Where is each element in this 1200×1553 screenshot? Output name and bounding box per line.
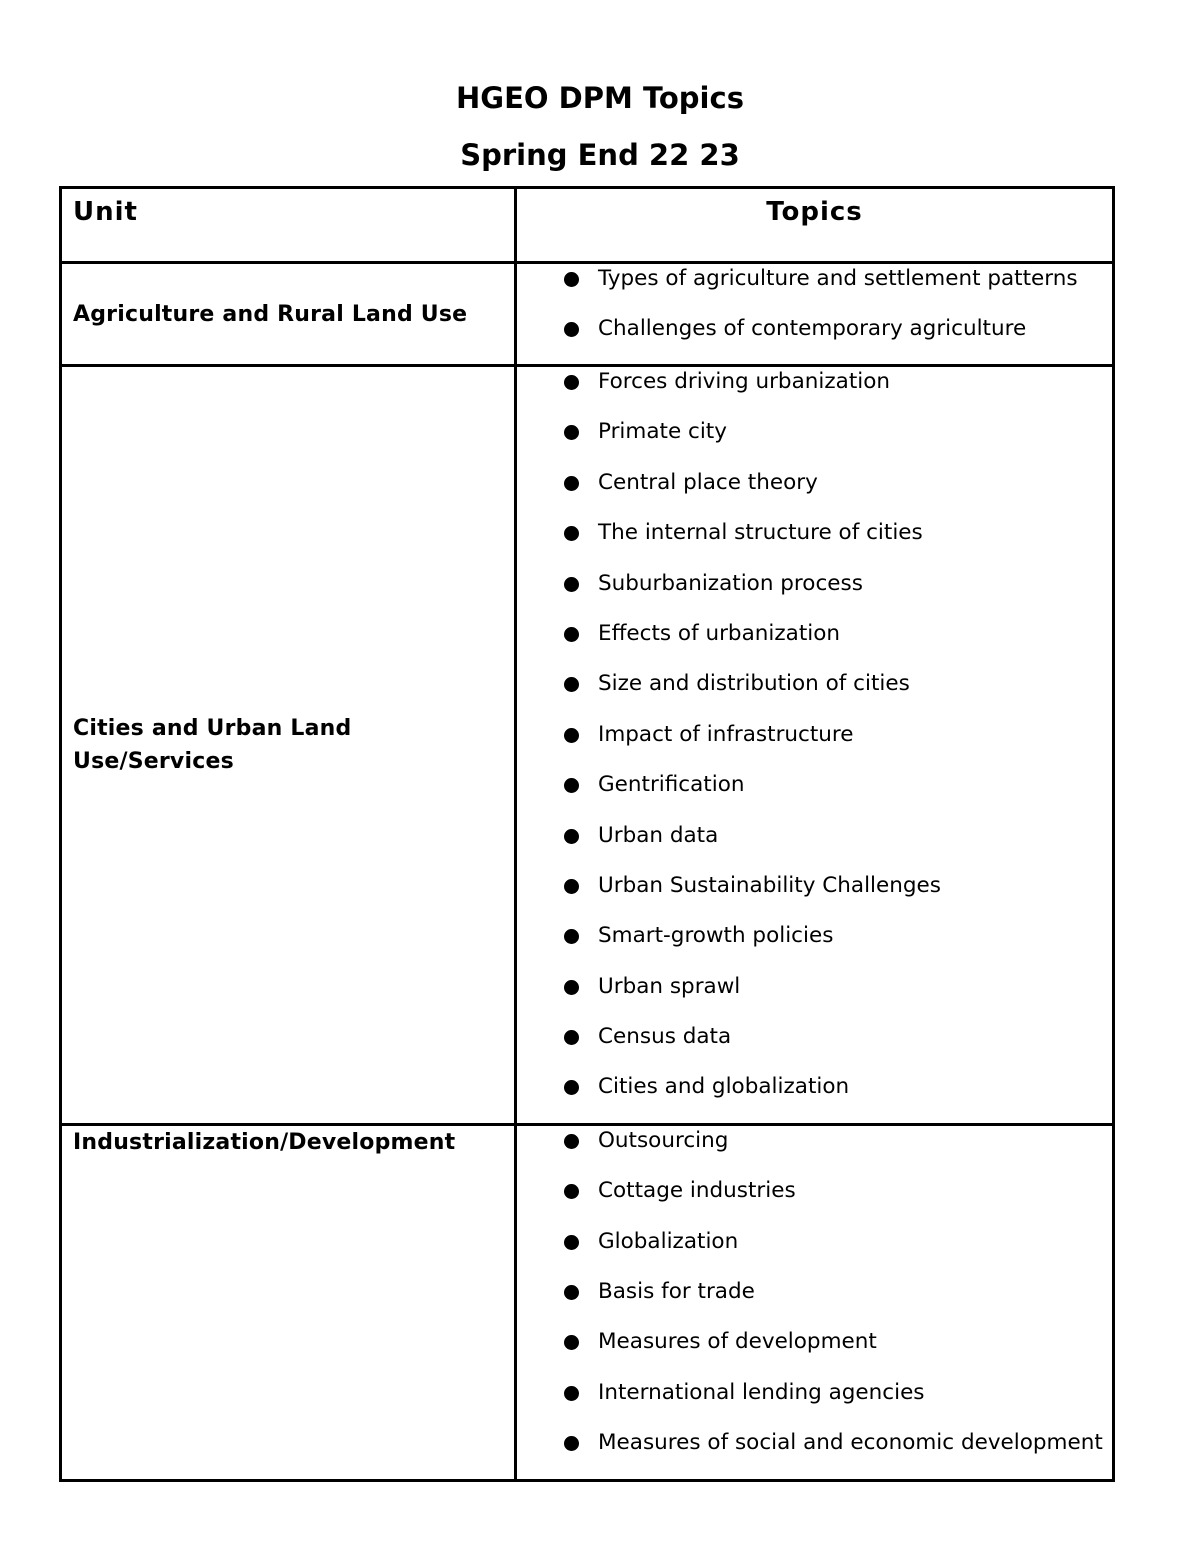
- bullet-icon: [564, 728, 579, 743]
- bullet-icon: [564, 526, 579, 541]
- list-item: [517, 1126, 1112, 1176]
- topics-table: [59, 186, 1115, 1482]
- topics-column-header: Topics: [516, 188, 1114, 263]
- list-item: [517, 821, 1112, 871]
- bullet-icon: [564, 1030, 579, 1045]
- table-row: [61, 263, 1114, 366]
- topic-text: Central place theory: [598, 469, 818, 495]
- topic-text: Urban Sustainability Challenges: [598, 872, 941, 898]
- topic-text: Globalization: [598, 1228, 739, 1254]
- topic-text: Types of agriculture and settlement patterns: [598, 266, 1078, 291]
- topic-text: International lending agencies: [598, 1379, 925, 1405]
- topics-cell: [516, 263, 1114, 366]
- bullet-icon: [564, 778, 579, 793]
- bullet-icon: [564, 272, 579, 287]
- list-item: [517, 417, 1112, 467]
- topic-text: Impact of infrastructure: [598, 721, 854, 747]
- bullet-icon: [564, 1080, 579, 1095]
- list-item: [517, 1277, 1112, 1327]
- bullet-icon: [564, 677, 579, 692]
- bullet-icon: [564, 375, 579, 390]
- topic-text: Effects of urbanization: [598, 620, 841, 646]
- bullet-icon: [564, 577, 579, 592]
- bullet-icon: [564, 1335, 579, 1350]
- topic-text: Cottage industries: [598, 1178, 796, 1204]
- bullet-icon: [564, 1285, 579, 1300]
- topic-text: Suburbanization process: [598, 570, 863, 596]
- topic-text: Primate city: [598, 419, 727, 445]
- list-item: [517, 1072, 1112, 1122]
- list-item: [517, 1022, 1112, 1072]
- topic-text: Measures of social and economic development: [598, 1430, 1103, 1456]
- table-header-row: [61, 188, 1114, 263]
- list-item: [517, 569, 1112, 619]
- topic-text: Size and distribution of cities: [598, 671, 910, 697]
- list-item: [517, 314, 1112, 364]
- unit-text-line-1: Cities and Urban Land: [73, 715, 352, 741]
- list-item: [517, 720, 1112, 770]
- bullet-icon: [564, 829, 579, 844]
- topic-text: Basis for trade: [598, 1279, 755, 1305]
- title-block: [0, 70, 1200, 184]
- unit-cell: Industrialization/Development: [61, 1124, 516, 1480]
- topic-list: [517, 367, 1112, 1123]
- bullet-icon: [564, 1386, 579, 1401]
- unit-column-header: Unit: [61, 188, 516, 263]
- topic-text: Measures of development: [598, 1329, 877, 1355]
- topic-text: The internal structure of cities: [598, 520, 923, 546]
- list-item: [517, 770, 1112, 820]
- list-item: [517, 1227, 1112, 1277]
- list-item: [517, 871, 1112, 921]
- bullet-icon: [564, 425, 579, 440]
- bullet-icon: [564, 879, 579, 894]
- list-item: [517, 972, 1112, 1022]
- unit-cell: Agriculture and Rural Land Use: [61, 263, 516, 366]
- list-item: [517, 264, 1112, 314]
- topic-text: Census data: [598, 1024, 732, 1050]
- topic-text: Urban data: [598, 822, 719, 848]
- topics-cell: [516, 1124, 1114, 1480]
- list-item: [517, 921, 1112, 971]
- bullet-icon: [564, 322, 579, 337]
- list-item: [517, 1378, 1112, 1428]
- table-row: [61, 366, 1114, 1125]
- list-item: [517, 619, 1112, 669]
- topic-text: Gentrification: [598, 772, 745, 798]
- list-item: [517, 1428, 1112, 1478]
- bullet-icon: [564, 980, 579, 995]
- list-item: [517, 367, 1112, 417]
- topic-text: Challenges of contemporary agriculture: [598, 316, 1027, 341]
- bullet-icon: [564, 929, 579, 944]
- topic-text: Cities and globalization: [598, 1074, 850, 1100]
- topic-text: Forces driving urbanization: [598, 369, 891, 394]
- topic-text: Smart-growth policies: [598, 923, 834, 949]
- topic-list: [517, 264, 1112, 364]
- topics-cell: [516, 366, 1114, 1125]
- bullet-icon: [564, 1184, 579, 1199]
- unit-cell: [61, 366, 516, 1125]
- page-subtitle: Spring End 22 23: [460, 138, 740, 172]
- list-item: [517, 468, 1112, 518]
- list-item: [517, 1327, 1112, 1377]
- list-item: [517, 1176, 1112, 1226]
- topic-list: [517, 1126, 1112, 1479]
- bullet-icon: [564, 1134, 579, 1149]
- unit-text-line-2: Use/Services: [73, 748, 234, 774]
- list-item: [517, 669, 1112, 719]
- table-row: [61, 1124, 1114, 1480]
- bullet-icon: [564, 1235, 579, 1250]
- topic-text: Urban sprawl: [598, 973, 741, 999]
- bullet-icon: [564, 476, 579, 491]
- bullet-icon: [564, 627, 579, 642]
- page-title: HGEO DPM Topics: [456, 81, 744, 115]
- list-item: [517, 518, 1112, 568]
- bullet-icon: [564, 1436, 579, 1451]
- topic-text: Outsourcing: [598, 1127, 729, 1153]
